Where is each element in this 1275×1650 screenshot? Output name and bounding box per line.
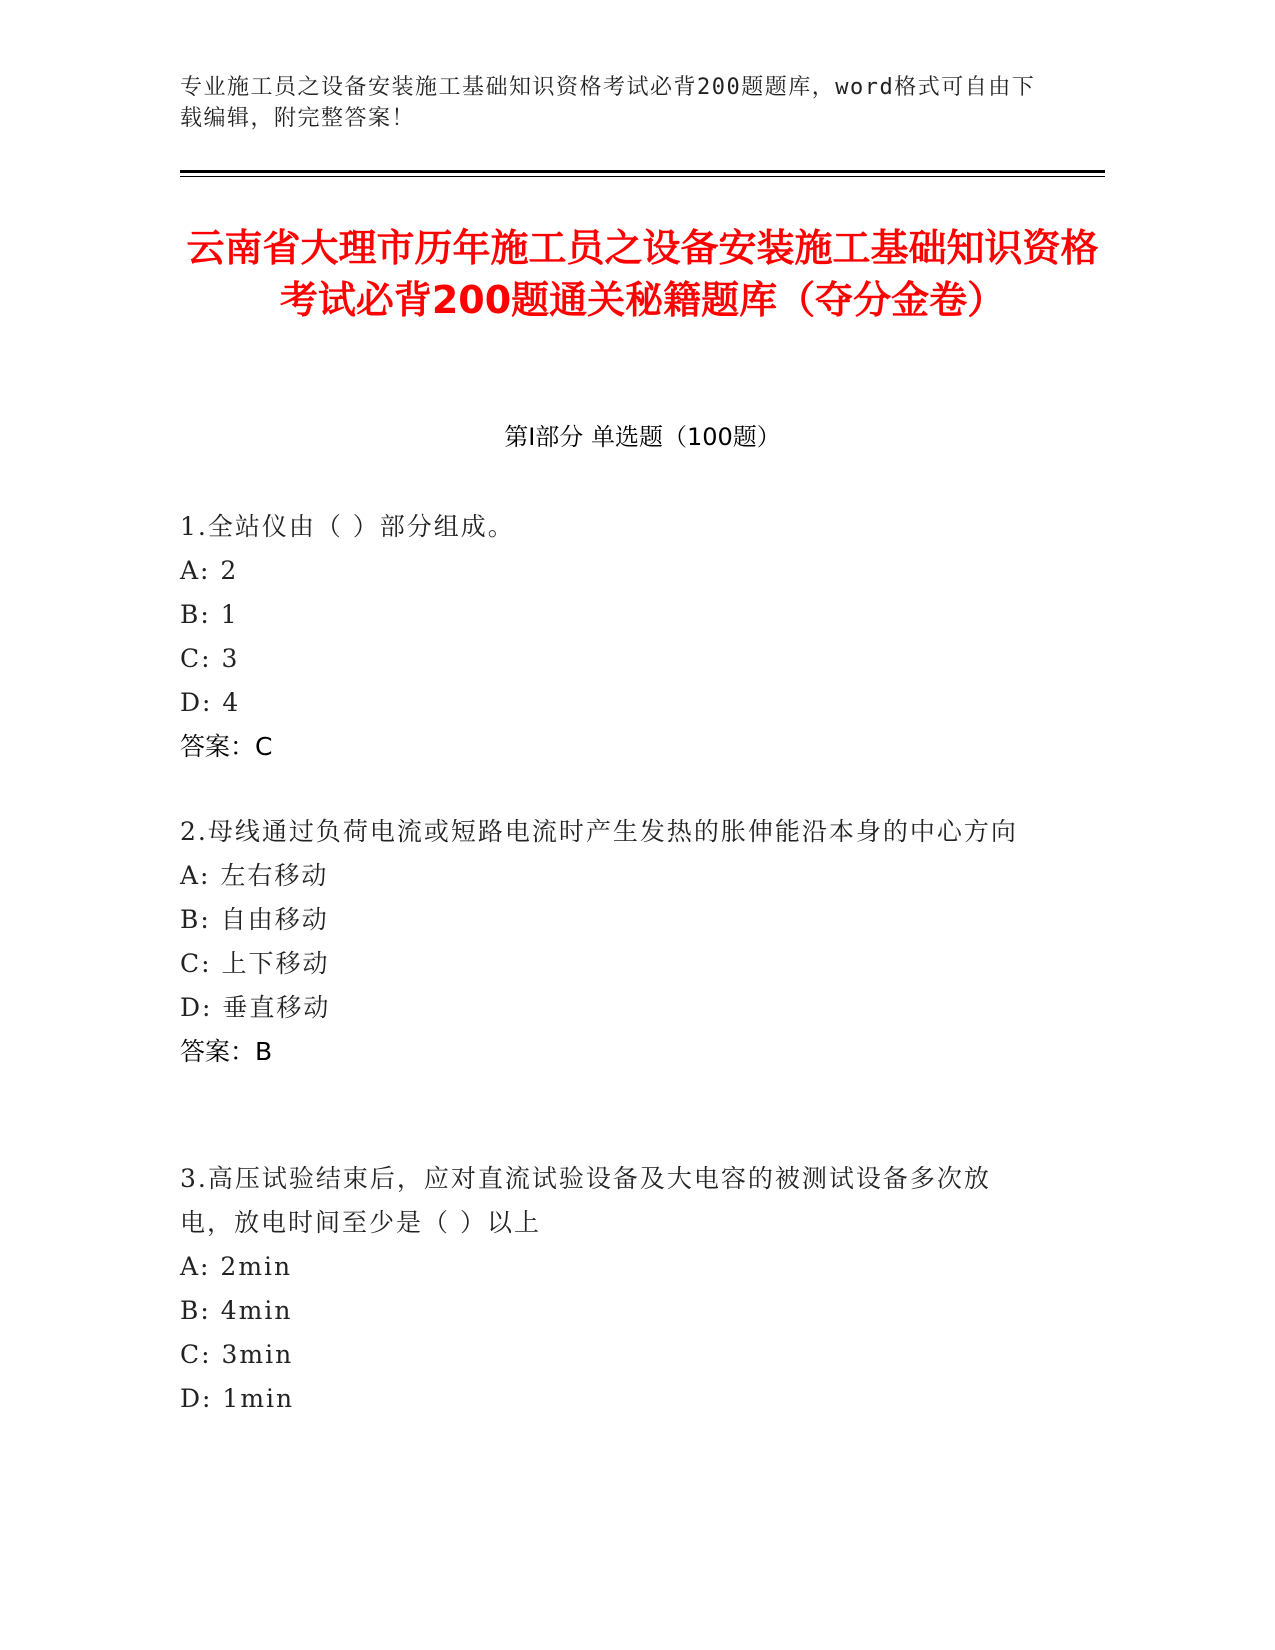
option-d: D: 1min xyxy=(180,1384,295,1413)
option-d: D: 垂直移动 xyxy=(180,993,331,1022)
question-1 xyxy=(180,505,1040,769)
answer: 答案：C xyxy=(180,732,273,761)
option-b: B: 自由移动 xyxy=(180,905,329,934)
question-3 xyxy=(180,1157,1040,1421)
option-c: C: 3 xyxy=(180,644,240,673)
option-a: A: 左右移动 xyxy=(180,861,329,890)
option-d: D: 4 xyxy=(180,688,241,717)
option-b: B: 4min xyxy=(180,1296,293,1325)
question-stem: 3.高压试验结束后，应对直流试验设备及大电容的被测试设备多次放电，放电时间至少是（ ）以上 xyxy=(180,1164,991,1237)
option-b: B: 1 xyxy=(180,600,239,629)
option-c: C: 3min xyxy=(180,1340,294,1369)
header-note: 专业施工员之设备安装施工基础知识资格考试必背200题题库，word格式可自由下载编辑，附完整答案！ xyxy=(180,75,1036,131)
document-title: 云南省大理市历年施工员之设备安装施工基础知识资格考试必背200题通关秘籍题库（夺分金卷） xyxy=(186,226,1099,322)
question-2 xyxy=(180,810,1040,1074)
header-rule-thick xyxy=(180,170,1105,173)
header-rule-thin xyxy=(180,176,1105,177)
question-stem: 1.全站仪由（ ）部分组成。 xyxy=(180,512,515,541)
option-a: A: 2min xyxy=(180,1252,293,1281)
option-c: C: 上下移动 xyxy=(180,949,330,978)
section-heading: 第Ⅰ部分 单选题（100题） xyxy=(504,423,781,451)
answer: 答案：B xyxy=(180,1037,273,1066)
option-a: A: 2 xyxy=(180,556,239,585)
question-stem: 2.母线通过负荷电流或短路电流时产生发热的胀伸能沿本身的中心方向 xyxy=(180,817,1018,846)
